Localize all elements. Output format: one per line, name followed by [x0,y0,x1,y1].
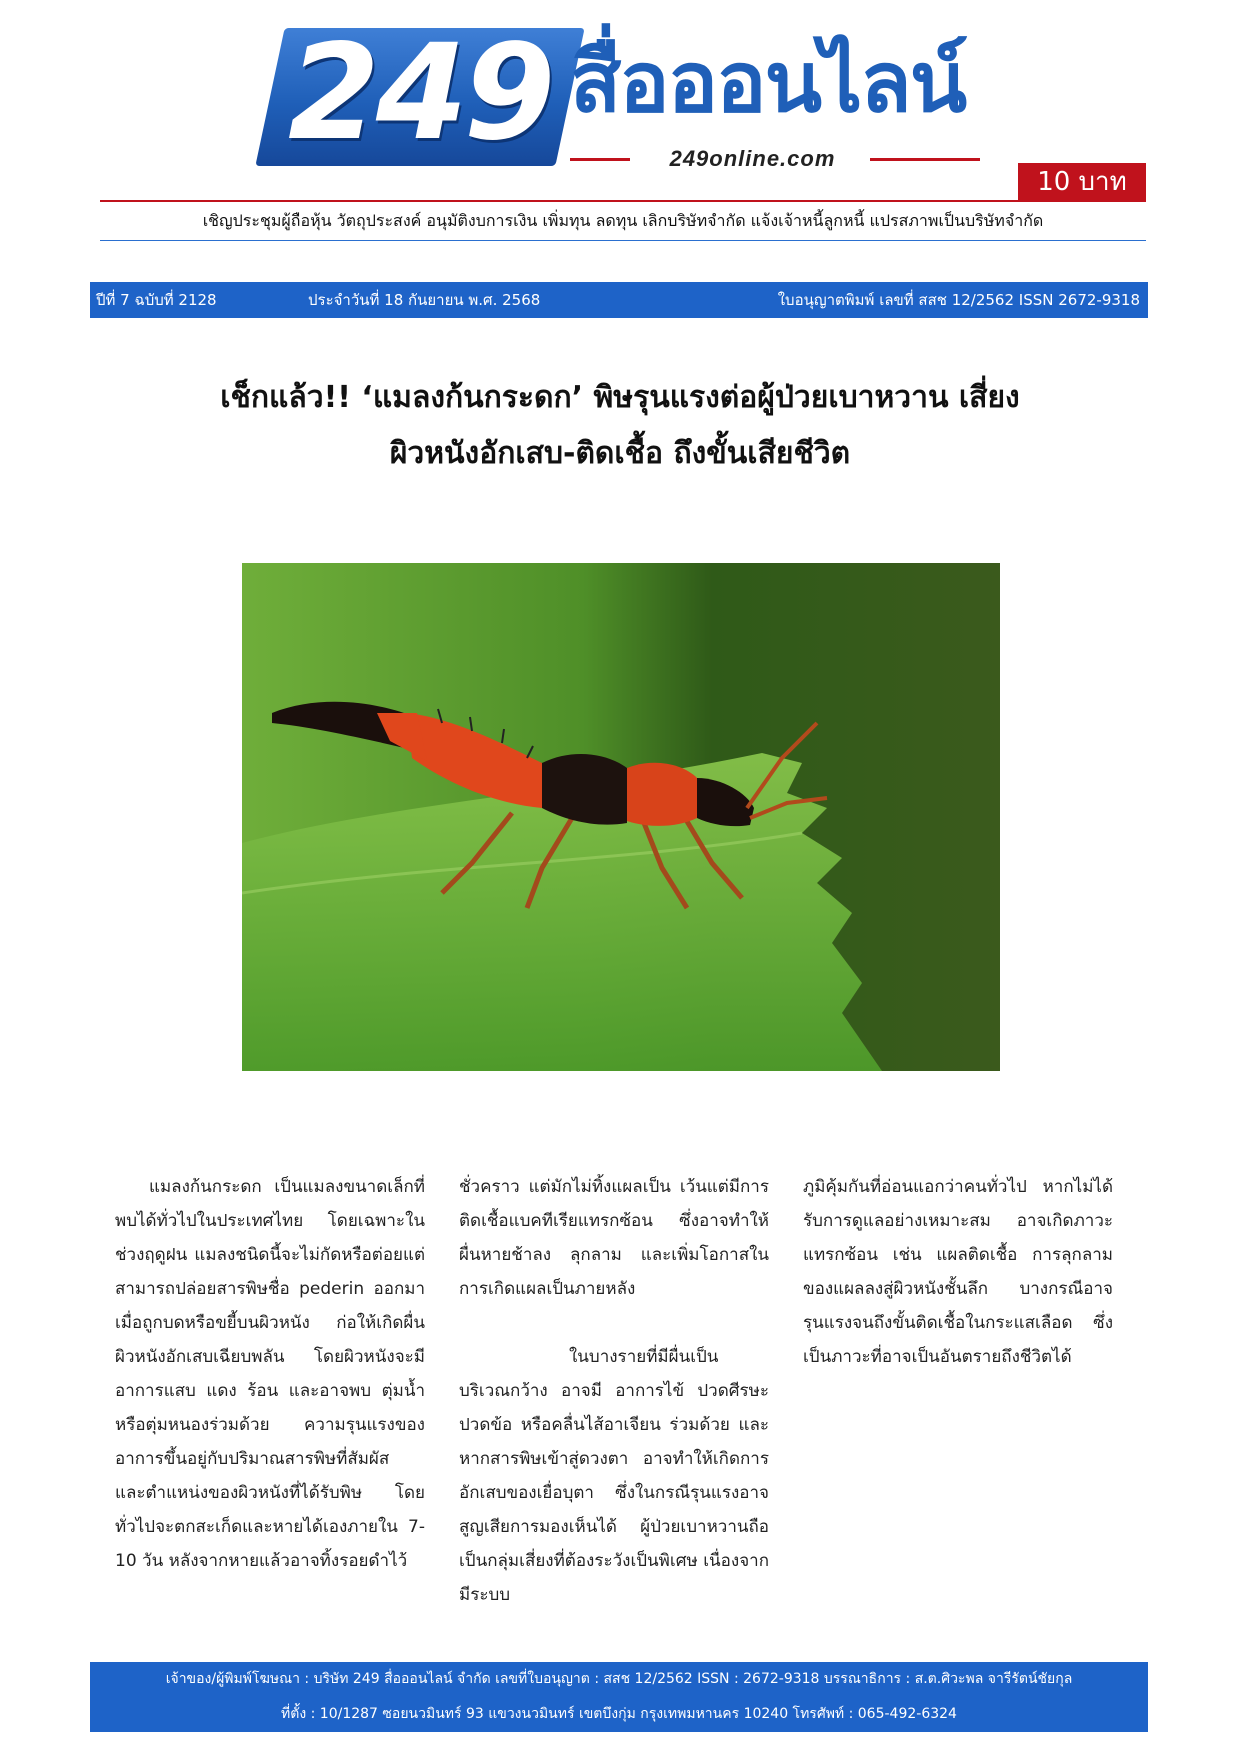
logo-domain: 249online.com [669,146,836,171]
logo-rule-left [570,158,630,161]
issue-bar [90,282,1148,318]
logo-rule-right [870,158,980,161]
article-headline [100,370,1140,482]
headline-line-1: เช็กแล้ว!! ‘แมลงก้นกระดก’ พิษรุนแรงต่อผู้ป่วยเบาหวาน เสี่ยง [220,380,1020,415]
column-3 [803,1170,1113,1408]
article-body [115,1170,1127,1610]
services-divider [100,240,1146,241]
price-badge: 10 บาท [1018,163,1146,201]
beetle-illustration [242,563,1000,1071]
paragraph: ชั่วคราว แต่มักไม่ทิ้งแผลเป็น เว้นแต่มีการติดเชื้อแบคทีเรียแทรกซ้อน ซึ่งอาจทำให้ผื่นหายช้าลง ลุกลาม และเพิ่มโอกาสในการเกิดแผลเป็นภายหลัง [459,1177,769,1299]
footer [90,1662,1148,1732]
header-divider [100,200,1146,202]
masthead [270,16,990,192]
column-2 [459,1170,769,1646]
paragraph: ภูมิคุ้มกันที่อ่อนแอกว่าคนทั่วไป หากไม่ได้รับการดูแลอย่างเหมาะสม อาจเกิดภาวะแทรกซ้อน เช่น แผลติดเชื้อ การลุกลามของแผลลงสู่ผิวหนังชั้นลึก บางกรณีอาจรุนแรงจนถึงขั้นติดเชื้อในกระแสเลือด ซึ่งเป็นภาวะที่อาจเป็นอันตรายถึงชีวิตได้ [803,1177,1113,1367]
headline-line-2: ผิวหนังอักเสบ-ติดเชื้อ ถึงขั้นเสียชีวิต [389,436,851,471]
print-license: ใบอนุญาตพิมพ์ เลขที่ สสช 12/2562 ISSN 2672-9318 [777,291,1140,309]
logo-number: 249 [288,16,552,170]
column-1 [115,1170,425,1612]
services-tagline: เชิญประชุมผู้ถือหุ้น วัตถุประสงค์ อนุมัติงบการเงิน เพิ่มทุน ลดทุน เลิกบริษัทจำกัด แจ้งเจ้าหนี้ลูกหนี้ แปรสภาพเป็นบริษัทจำกัด [202,211,1044,230]
logo-text: สื่อออนไลน์ [570,33,966,131]
issue-number: ปีที่ 7 ฉบับที่ 2128 [96,291,217,309]
issue-date: ประจำวันที่ 18 กันยายน พ.ศ. 2568 [308,291,541,309]
paragraph: ในบางรายที่มีผื่นเป็นบริเวณกว้าง อาจมี อาการไข้ ปวดศีรษะ ปวดข้อ หรือคลื่นไส้อาเจียน ร่วมด้วย และหากสารพิษเข้าสู่ดวงตา อาจทำให้เกิดการอักเสบของเยื่อบุตา ซึ่งในกรณีรุนแรงอาจสูญเสียการมองเห็นได้ ผู้ป่วยเบาหวานถือเป็นกลุ่มเสี่ยงที่ต้องระวังเป็นพิเศษ เนื่องจากมีระบบ [459,1347,769,1605]
paragraph: แมลงก้นกระดก เป็นแมลงขนาดเล็กที่พบได้ทั่วไปในประเทศไทย โดยเฉพาะในช่วงฤดูฝน แมลงชนิดนี้จะไม่กัดหรือต่อยแต่สามารถปล่อยสารพิษชื่อ pederin ออกมาเมื่อถูกบดหรือขยี้บนผิวหนัง ก่อให้เกิดผื่นผิวหนังอักเสบเฉียบพลัน โดยผิวหนังจะมีอาการแสบ แดง ร้อน และอาจพบ ตุ่มน้ำหรือตุ่มหนองร่วมด้วย ความรุนแรงของอาการขึ้นอยู่กับปริมาณสารพิษที่สัมผัส และตำแหน่งของผิวหนังที่ได้รับพิษ โดยทั่วไปจะตกสะเก็ดและหายได้เองภายใน 7-10 วัน หลังจากหายแล้วอาจทิ้งรอยดำไว้ [115,1177,425,1571]
footer-address-line: ที่ตั้ง : 10/1287 ซอยนวมินทร์ 93 แขวงนวมินทร์ เขตบึงกุ่ม กรุงเทพมหานคร 10240 โทรศัพท์ : 065-492-6324 [281,1706,957,1722]
footer-owner-line: เจ้าของ/ผู้พิมพ์โฆษณา : บริษัท 249 สื่อออนไลน์ จำกัด เลขที่ใบอนุญาต : สสช 12/2562 ISSN : 2672-9318 บรรณาธิการ : ส.ต.ศิวะพล จารีรัตน์ชัยกุล [165,1671,1073,1687]
rove-beetle-photo [242,563,1000,1071]
